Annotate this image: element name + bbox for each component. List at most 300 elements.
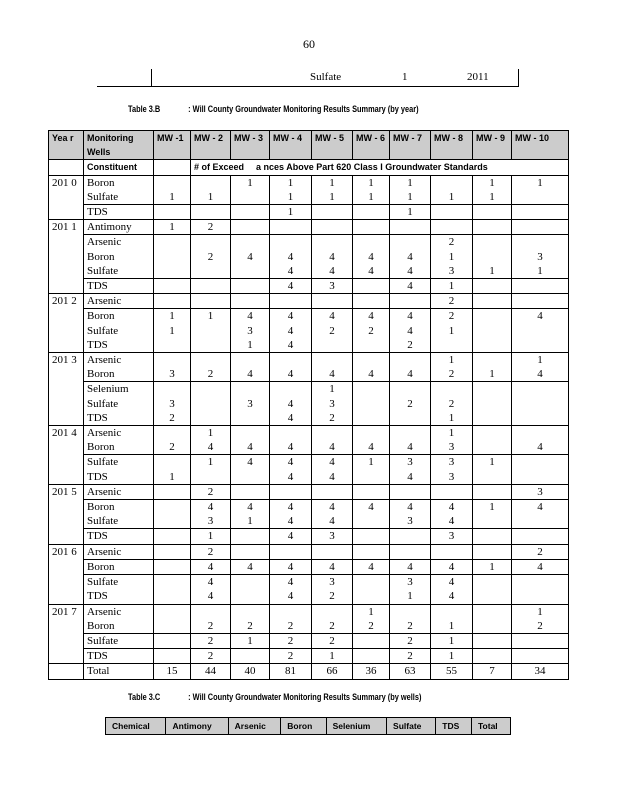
total-value: 7 <box>473 664 512 679</box>
value-cell: 2 <box>191 220 231 235</box>
table-row <box>49 205 569 220</box>
constituent-cell: Arsenic <box>84 544 154 559</box>
header-mw: MW - 4 <box>270 131 312 160</box>
value-cell: 3 4 <box>390 455 431 484</box>
value-cell: 2 <box>312 633 353 648</box>
total-value: 66 <box>312 664 353 679</box>
year-cell: 201 1 <box>49 220 84 294</box>
table-row <box>49 294 569 309</box>
total-value: 15 <box>154 664 191 679</box>
value-cell: 4 3 1 <box>231 309 270 353</box>
value-cell: 2 <box>312 604 353 633</box>
value-cell <box>390 220 431 235</box>
value-cell: 3 <box>312 279 353 294</box>
value-cell: 2 1 <box>431 382 473 426</box>
value-cell: 4 2 <box>312 309 353 353</box>
value-cell: 4 <box>312 353 353 382</box>
value-cell <box>270 294 312 309</box>
value-cell <box>154 544 191 559</box>
constituent-cell: Boron Sulfate TDS <box>84 309 154 353</box>
table-row <box>49 309 569 353</box>
header-mw: MW - 3 <box>231 131 270 160</box>
constituent-cell: TDS <box>84 279 154 294</box>
header-mw: MW - 7 <box>390 131 431 160</box>
value-cell: 3 <box>512 484 569 499</box>
value-cell: 2 <box>270 649 312 664</box>
constituent-cell: Arsenic <box>84 294 154 309</box>
header-exceedances <box>191 160 569 175</box>
empty-cell <box>49 664 84 679</box>
table-row <box>49 559 569 574</box>
value-cell <box>154 529 191 544</box>
value-cell: 2 <box>270 633 312 648</box>
value-cell: 1 <box>473 559 512 574</box>
value-cell <box>512 205 569 220</box>
table-row <box>49 604 569 633</box>
value-cell: 4 4 2 <box>390 309 431 353</box>
continued-year: 2011 <box>467 70 489 83</box>
value-cell: 1 <box>191 455 231 484</box>
value-cell <box>512 294 569 309</box>
value-cell <box>154 235 191 279</box>
header-mw: MW - 8 <box>431 131 473 160</box>
year-cell: 201 0 <box>49 175 84 220</box>
value-cell <box>473 484 512 499</box>
constituent-cell: Antimony <box>84 220 154 235</box>
table-row <box>49 235 569 279</box>
table-c-header-cell: Chemical <box>106 718 166 735</box>
value-cell <box>154 484 191 499</box>
value-cell: 3 <box>431 529 473 544</box>
value-cell: 2 <box>431 294 473 309</box>
constituent-cell: Sulfate TDS <box>84 575 154 604</box>
table-c-caption <box>128 692 421 702</box>
value-cell <box>312 220 353 235</box>
value-cell <box>390 294 431 309</box>
value-cell: 1 <box>191 529 231 544</box>
value-cell <box>231 279 270 294</box>
year-cell: 201 3 <box>49 353 84 426</box>
value-cell <box>353 544 390 559</box>
value-cell <box>512 279 569 294</box>
value-cell <box>191 205 231 220</box>
value-cell <box>353 649 390 664</box>
value-cell: 4 4 <box>353 235 390 279</box>
value-cell <box>431 484 473 499</box>
value-cell: 1 <box>512 175 569 204</box>
value-cell <box>231 294 270 309</box>
constituent-cell: Arsenic <box>84 484 154 499</box>
value-cell <box>270 220 312 235</box>
value-cell <box>473 575 512 604</box>
value-cell: 1 <box>431 279 473 294</box>
value-cell: 2 1 <box>431 309 473 353</box>
value-cell <box>231 649 270 664</box>
value-cell <box>473 544 512 559</box>
table-c-label: Table 3.C <box>128 692 161 702</box>
value-cell: 4 <box>270 559 312 574</box>
constituent-cell: Selenium Sulfate TDS <box>84 382 154 426</box>
value-cell <box>390 484 431 499</box>
year-cell: 201 7 <box>49 604 84 664</box>
value-cell: 4 4 <box>431 575 473 604</box>
value-cell: 1 1 <box>353 175 390 204</box>
value-cell: 2 <box>191 633 231 648</box>
value-cell <box>312 205 353 220</box>
header-mw: MW -1 <box>154 131 191 160</box>
value-cell: 2 <box>231 604 270 633</box>
header-year: Yea r <box>49 131 84 160</box>
value-cell: 2 <box>191 649 231 664</box>
value-cell: 1 <box>431 633 473 648</box>
value-cell: 1 1 <box>154 309 191 353</box>
value-cell <box>231 544 270 559</box>
value-cell <box>473 279 512 294</box>
value-cell <box>473 220 512 235</box>
value-cell <box>473 309 512 353</box>
value-cell: 4 4 <box>270 382 312 426</box>
year-cell: 201 5 <box>49 484 84 544</box>
table-row <box>49 175 569 204</box>
header-mw: MW - 10 <box>512 131 569 160</box>
value-cell: 1 <box>473 455 512 484</box>
value-cell: 1 <box>431 175 473 204</box>
value-cell: 4 <box>231 455 270 484</box>
table-c-header-cell: Selenium <box>326 718 386 735</box>
value-cell: 1 <box>231 633 270 648</box>
value-cell <box>512 575 569 604</box>
continued-chemical: Sulfate <box>310 70 342 83</box>
value-cell <box>473 633 512 648</box>
value-cell: 3 1 <box>512 235 569 279</box>
value-cell: 3 <box>312 529 353 544</box>
value-cell: 4 <box>270 426 312 455</box>
value-cell: 1 4 <box>512 353 569 382</box>
header-mw: MW - 2 <box>191 131 231 160</box>
value-cell: 4 <box>270 353 312 382</box>
value-cell <box>270 544 312 559</box>
table-row <box>49 633 569 648</box>
value-cell <box>390 529 431 544</box>
value-cell: 1 3 2 <box>312 382 353 426</box>
value-cell: 1 <box>154 220 191 235</box>
value-cell: 1 <box>431 604 473 633</box>
table-row <box>49 484 569 499</box>
header-row <box>49 131 569 160</box>
value-cell <box>353 294 390 309</box>
table-row <box>49 220 569 235</box>
value-cell: 4 <box>390 279 431 294</box>
constituent-cell: TDS <box>84 649 154 664</box>
value-cell: 1 3 <box>431 426 473 455</box>
table-c-header-cell: Sulfate <box>387 718 436 735</box>
constituent-cell: Arsenic Boron Sulfate <box>84 235 154 279</box>
value-cell <box>353 220 390 235</box>
table-row <box>49 455 569 484</box>
value-cell: 2 <box>191 353 231 382</box>
total-value: 63 <box>390 664 431 679</box>
total-value: 55 <box>431 664 473 679</box>
value-cell: 1 <box>191 175 231 204</box>
value-cell: 1 <box>473 500 512 529</box>
header-mw: MW - 6 <box>353 131 390 160</box>
value-cell: 4 4 <box>312 235 353 279</box>
value-cell: 4 <box>231 426 270 455</box>
value-cell: 4 <box>512 559 569 574</box>
value-cell: 4 4 <box>270 575 312 604</box>
total-value: 44 <box>191 664 231 679</box>
empty-cell <box>154 160 191 175</box>
value-cell: 2 <box>191 235 231 279</box>
value-cell: 4 <box>231 235 270 279</box>
value-cell: 4 3 <box>390 500 431 529</box>
table-row <box>49 382 569 426</box>
value-cell <box>191 279 231 294</box>
value-cell: 4 <box>231 353 270 382</box>
table-c-header-cell: Arsenic <box>228 718 281 735</box>
value-cell: 1 1 <box>270 175 312 204</box>
value-cell <box>512 529 569 544</box>
value-cell: 4 <box>390 353 431 382</box>
subheader-row <box>49 160 569 175</box>
value-cell <box>390 544 431 559</box>
value-cell: 4 4 <box>270 235 312 279</box>
value-cell: 3 2 <box>312 575 353 604</box>
value-cell <box>154 500 191 529</box>
value-cell <box>353 382 390 426</box>
table-b-label: Table 3.B <box>128 104 161 114</box>
value-cell: 4 <box>270 279 312 294</box>
value-cell: 3 <box>231 382 270 426</box>
value-cell <box>512 649 569 664</box>
constituent-cell: Boron <box>84 559 154 574</box>
table-b-caption <box>128 104 419 114</box>
value-cell: 2 <box>512 544 569 559</box>
value-cell: 1 <box>431 649 473 664</box>
value-cell <box>353 633 390 648</box>
value-cell <box>512 455 569 484</box>
value-cell <box>154 633 191 648</box>
value-cell: 4 <box>312 426 353 455</box>
value-cell: 4 1 <box>231 500 270 529</box>
value-cell: 4 3 <box>191 500 231 529</box>
value-cell <box>353 279 390 294</box>
value-cell: 4 4 <box>312 500 353 529</box>
value-cell: 4 <box>353 500 390 529</box>
table-row <box>49 544 569 559</box>
constituent-cell: Boron Sulfate <box>84 175 154 204</box>
value-cell <box>231 484 270 499</box>
total-value: 36 <box>353 664 390 679</box>
value-cell: 4 <box>390 426 431 455</box>
value-cell <box>512 633 569 648</box>
table-row <box>49 426 569 455</box>
results-by-wells-table <box>105 717 511 735</box>
value-cell: 1 2 <box>431 353 473 382</box>
value-cell <box>473 529 512 544</box>
value-cell: 4 <box>431 559 473 574</box>
value-cell <box>473 382 512 426</box>
continued-table-row <box>97 69 519 87</box>
value-cell <box>473 205 512 220</box>
value-cell <box>270 484 312 499</box>
value-cell: 1 2 <box>353 604 390 633</box>
year-cell: 201 6 <box>49 544 84 604</box>
value-cell <box>154 575 191 604</box>
value-cell: 2 <box>390 649 431 664</box>
value-cell: 2 <box>390 633 431 648</box>
value-cell: 4 4 <box>390 235 431 279</box>
header-mw: MW - 9 <box>473 131 512 160</box>
value-cell <box>154 279 191 294</box>
empty-cell <box>49 160 84 175</box>
header-constituent: Constituent <box>84 160 154 175</box>
constituent-cell: TDS <box>84 529 154 544</box>
table-c-header-cell: Total <box>472 718 511 735</box>
value-cell <box>473 426 512 455</box>
value-cell <box>312 544 353 559</box>
value-cell: 4 <box>312 559 353 574</box>
value-cell: 1 <box>191 309 231 353</box>
value-cell <box>231 205 270 220</box>
value-cell <box>512 220 569 235</box>
value-cell: 1 <box>312 649 353 664</box>
table-c-header-cell: TDS <box>436 718 472 735</box>
value-cell: 3 2 <box>154 382 191 426</box>
value-cell: 1 <box>473 235 512 279</box>
value-cell <box>473 294 512 309</box>
value-cell: 4 2 <box>353 309 390 353</box>
value-cell <box>154 294 191 309</box>
constituent-cell: TDS <box>84 205 154 220</box>
value-cell: 1 <box>270 205 312 220</box>
value-cell: 4 4 <box>191 575 231 604</box>
total-label: Total <box>84 664 154 679</box>
value-cell: 3 3 <box>431 455 473 484</box>
value-cell <box>154 559 191 574</box>
value-cell <box>154 604 191 633</box>
value-cell: 4 <box>353 559 390 574</box>
table-row <box>49 529 569 544</box>
constituent-cell: Arsenic Boron <box>84 426 154 455</box>
value-cell <box>512 382 569 426</box>
page-number: 60 <box>303 37 315 51</box>
value-cell: 1 <box>154 455 191 484</box>
value-cell <box>353 484 390 499</box>
value-cell: 1 1 <box>473 175 512 204</box>
value-cell <box>431 220 473 235</box>
value-cell: 2 <box>191 604 231 633</box>
value-cell: 4 4 <box>270 455 312 484</box>
total-value: 81 <box>270 664 312 679</box>
value-cell <box>154 649 191 664</box>
continued-row-cell <box>152 69 519 87</box>
value-cell: 2 <box>390 604 431 633</box>
value-cell: 2 <box>191 544 231 559</box>
value-cell: 1 1 <box>390 175 431 204</box>
value-cell <box>231 529 270 544</box>
total-value: 34 <box>512 664 569 679</box>
value-cell <box>431 544 473 559</box>
constituent-cell: Sulfate TDS <box>84 455 154 484</box>
year-cell: 201 2 <box>49 294 84 353</box>
table-row <box>49 575 569 604</box>
value-cell <box>473 604 512 633</box>
value-cell: 4 <box>353 426 390 455</box>
value-cell: 2 <box>270 604 312 633</box>
value-cell: 4 4 <box>270 500 312 529</box>
value-cell: 1 1 <box>312 175 353 204</box>
value-cell <box>312 294 353 309</box>
table-c-header-cell: Boron <box>281 718 326 735</box>
value-cell: 2 <box>154 426 191 455</box>
value-cell: 1 <box>154 175 191 204</box>
value-cell: 4 <box>390 559 431 574</box>
value-cell <box>353 529 390 544</box>
continued-count: 1 <box>402 70 408 83</box>
value-cell <box>191 294 231 309</box>
header-exceed-rest: a nces Above Part 620 Class I Groundwater Standards <box>256 162 488 173</box>
value-cell: 1 <box>390 205 431 220</box>
value-cell <box>353 575 390 604</box>
value-cell: 1 4 <box>191 426 231 455</box>
constituent-cell: Sulfate <box>84 633 154 648</box>
empty-cell <box>97 69 152 87</box>
value-cell: 2 1 3 <box>431 235 473 279</box>
header-mw: MW - 5 <box>312 131 353 160</box>
table-row <box>49 500 569 529</box>
total-row <box>49 664 569 679</box>
constituent-cell: Boron Sulfate <box>84 500 154 529</box>
table-c-title: : Will County Groundwater Monitoring Results Summary (by wells) <box>188 692 422 702</box>
value-cell: 1 <box>353 455 390 484</box>
value-cell: 4 <box>512 309 569 353</box>
value-cell: 2 <box>390 382 431 426</box>
value-cell: 4 4 <box>312 455 353 484</box>
table-row <box>49 649 569 664</box>
value-cell <box>431 205 473 220</box>
value-cell <box>473 649 512 664</box>
total-value: 40 <box>231 664 270 679</box>
results-by-year-table <box>48 130 569 680</box>
value-cell <box>231 575 270 604</box>
value-cell: 1 2 <box>512 604 569 633</box>
table-row <box>49 279 569 294</box>
value-cell <box>231 220 270 235</box>
header-wells: Monitoring Wells <box>84 131 154 160</box>
table-row <box>49 353 569 382</box>
constituent-cell: Arsenic Boron <box>84 604 154 633</box>
value-cell: 4 4 <box>431 500 473 529</box>
value-cell <box>353 205 390 220</box>
value-cell: 4 <box>512 500 569 529</box>
value-cell: 4 <box>353 353 390 382</box>
value-cell: 4 <box>231 559 270 574</box>
year-cell: 201 4 <box>49 426 84 485</box>
value-cell <box>191 382 231 426</box>
value-cell: 3 <box>154 353 191 382</box>
table-c-header-cell: Antimony <box>166 718 228 735</box>
value-cell: 4 <box>512 426 569 455</box>
table-b-title: : Will County Groundwater Monitoring Results Summary (by year) <box>188 104 419 114</box>
value-cell <box>154 205 191 220</box>
value-cell: 4 <box>270 529 312 544</box>
value-cell: 1 <box>231 175 270 204</box>
value-cell: 3 1 <box>390 575 431 604</box>
value-cell: 1 <box>473 353 512 382</box>
value-cell: 4 4 4 <box>270 309 312 353</box>
header-exceed: # of Exceed <box>194 162 245 173</box>
